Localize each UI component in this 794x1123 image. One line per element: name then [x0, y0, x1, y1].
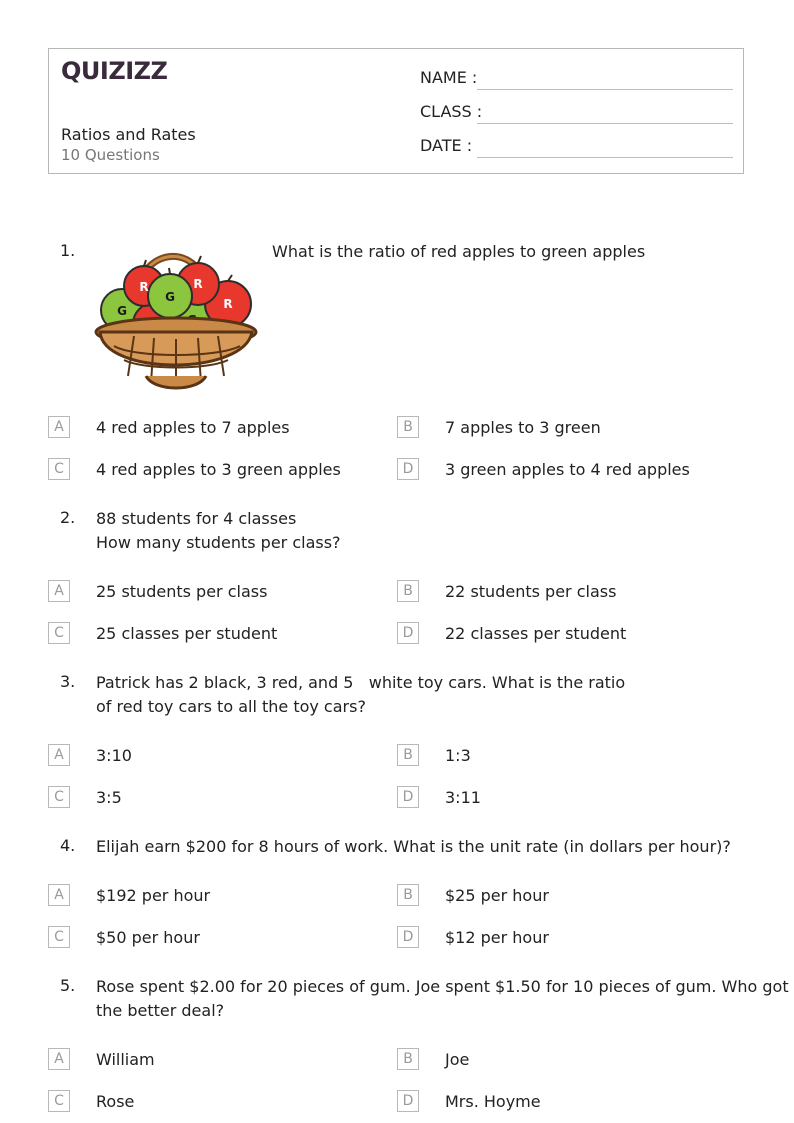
question-3-line: Patrick has 2 black, 3 red, and 5 white toy cars. What is the ratio: [96, 673, 626, 692]
option-text-4b: $25 per hour: [445, 886, 549, 905]
question-5-text: [96, 975, 789, 1023]
question-3-number: 3.: [60, 672, 76, 691]
option-text-1d: 3 green apples to 4 red apples: [445, 460, 690, 479]
option-text-1a: 4 red apples to 7 apples: [96, 418, 290, 437]
option-text-5a: William: [96, 1050, 155, 1069]
option-text-5c: Rose: [96, 1092, 135, 1111]
question-5-number: 5.: [60, 976, 76, 995]
option-text-2b: 22 students per class: [445, 582, 617, 601]
name-label: NAME :: [420, 68, 478, 87]
option-box-2c[interactable]: C: [48, 622, 70, 644]
question-2-number: 2.: [60, 508, 76, 527]
option-text-5b: Joe: [445, 1050, 470, 1069]
option-text-3b: 1:3: [445, 746, 471, 765]
date-label: DATE :: [420, 136, 473, 155]
option-box-1a[interactable]: A: [48, 416, 70, 438]
option-box-3d[interactable]: D: [397, 786, 419, 808]
question-3-line: of red toy cars to all the toy cars?: [96, 697, 366, 716]
option-box-5a[interactable]: A: [48, 1048, 70, 1070]
worksheet-title: Ratios and Rates: [61, 125, 196, 144]
option-box-3c[interactable]: C: [48, 786, 70, 808]
option-box-3b[interactable]: B: [397, 744, 419, 766]
option-text-4d: $12 per hour: [445, 928, 549, 947]
option-text-3c: 3:5: [96, 788, 122, 807]
option-box-1d[interactable]: D: [397, 458, 419, 480]
question-1-line: What is the ratio of red apples to green apples: [272, 242, 646, 261]
option-box-5d[interactable]: D: [397, 1090, 419, 1112]
option-text-4a: $192 per hour: [96, 886, 211, 905]
option-text-2c: 25 classes per student: [96, 624, 278, 643]
option-text-4c: $50 per hour: [96, 928, 200, 947]
option-box-5c[interactable]: C: [48, 1090, 70, 1112]
question-count: 10 Questions: [61, 146, 160, 164]
option-box-4c[interactable]: C: [48, 926, 70, 948]
question-1-number: 1.: [60, 241, 76, 260]
option-box-1b[interactable]: B: [397, 416, 419, 438]
date-line: [477, 157, 733, 158]
question-4-line: Elijah earn $200 for 8 hours of work. What is the unit rate (in dollars per hour)?: [96, 837, 731, 856]
worksheet-header: [48, 48, 744, 174]
option-box-5b[interactable]: B: [397, 1048, 419, 1070]
name-line: [477, 89, 733, 90]
option-text-1c: 4 red apples to 3 green apples: [96, 460, 341, 479]
option-box-3a[interactable]: A: [48, 744, 70, 766]
apple-label: G: [117, 304, 127, 318]
apple-basket-image: [94, 236, 260, 392]
quizizz-logo: QUIZIZZ: [61, 57, 168, 85]
option-box-2a[interactable]: A: [48, 580, 70, 602]
option-box-1c[interactable]: C: [48, 458, 70, 480]
question-2-text: [96, 507, 341, 555]
apple-label: R: [193, 277, 203, 291]
option-box-2b[interactable]: B: [397, 580, 419, 602]
option-box-4b[interactable]: B: [397, 884, 419, 906]
option-box-2d[interactable]: D: [397, 622, 419, 644]
question-1-text: [272, 240, 645, 264]
class-line: [477, 123, 733, 124]
apple-label: R: [139, 280, 149, 294]
question-2-line: 88 students for 4 classes: [96, 509, 297, 528]
option-text-3d: 3:11: [445, 788, 481, 807]
apple-label: R: [223, 297, 233, 311]
question-4-text: [96, 835, 731, 859]
apple-label: G: [165, 290, 175, 304]
question-3-text: [96, 671, 625, 719]
question-2-line: How many students per class?: [96, 533, 341, 552]
option-text-3a: 3:10: [96, 746, 132, 765]
option-box-4a[interactable]: A: [48, 884, 70, 906]
question-5-line: Rose spent $2.00 for 20 pieces of gum. Joe spent $1.50 for 10 pieces of gum. Who got: [96, 977, 789, 996]
option-text-5d: Mrs. Hoyme: [445, 1092, 541, 1111]
question-4-number: 4.: [60, 836, 76, 855]
option-text-2a: 25 students per class: [96, 582, 268, 601]
option-box-4d[interactable]: D: [397, 926, 419, 948]
class-label: CLASS :: [420, 102, 483, 121]
option-text-2d: 22 classes per student: [445, 624, 627, 643]
option-text-1b: 7 apples to 3 green: [445, 418, 601, 437]
question-5-line: the better deal?: [96, 1001, 225, 1020]
